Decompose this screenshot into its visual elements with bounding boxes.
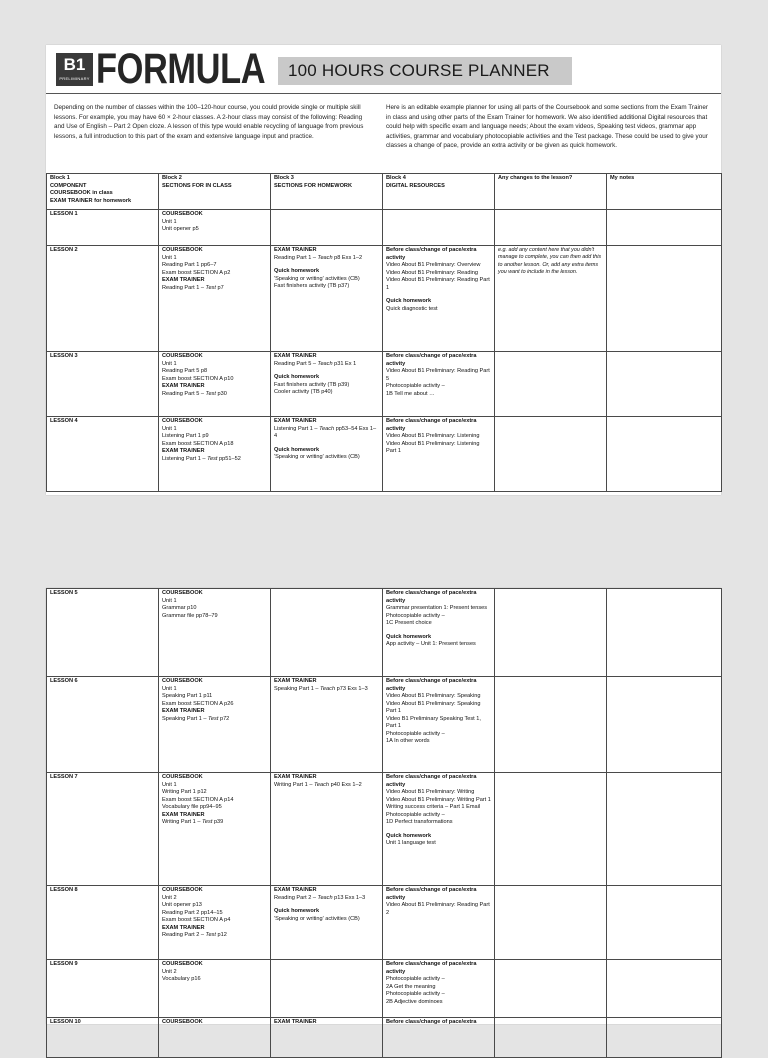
cell-line: COURSEBOOK [162,590,203,596]
cell-line: EXAM TRAINER [162,708,205,714]
line-part: Teach [320,685,336,692]
cell-homework [271,677,383,773]
cell-line: Reading Part 5 p8 [162,368,208,374]
cell-line: Vocabulary file pp94–95 [162,804,222,810]
line-part: p39 [212,819,224,825]
line-part: Test [208,715,219,722]
planner-page-1 [46,45,721,495]
cell-line: Fast finishers activity (TB p37) [274,283,350,289]
cell-line: Unit 1 [162,685,177,692]
cell-homework [271,886,383,960]
cell-notes[interactable] [607,960,722,1018]
cell-line: Quick homework [386,298,432,304]
cell-line: Video About B1 Preliminary: Reading Part 2 [386,902,490,916]
cell-notes[interactable] [607,210,722,246]
line-part: p8 Exs 1–2 [332,254,363,261]
intro-left-paragraph: Depending on the number of classes within the 100–120-hour course, you could provide single or multiple skill lessons. For example, you may have 60 × 2-hour classes. A 2-hour class may consist of the following: Reading and Use of English – Part 2 Open cloze. A lesson of this type would enable recycling of language from previous lessons, a full introduction to this part of the exam and extensive language input and practice. [54,104,364,140]
cell-line: Before class/change of pace/extra activity [386,887,477,901]
table-row [47,352,722,417]
line-part: Teach [317,894,333,901]
cell-line: 'Speaking or writing' activities (CB) [274,915,360,922]
cell-in-class [159,589,271,677]
line-part: Writing Part 1 – [274,781,315,788]
cell-line [274,361,379,369]
cell-in-class [159,960,271,1018]
cell-line: Before class/change of pace/extra activity [386,590,477,604]
cell-line: Exam boost SECTION A p10 [162,375,234,382]
cell-digital [383,677,495,773]
intro-right-paragraph: Here is an editable example planner for using all parts of the Coursebook and some sections from the Exam Trainer in class and using other parts of the Exam Trainer for homework. We also identified additional Digital resources that could help with specific exam and language needs; About the exam videos, Speaking test videos, grammar app activities, grammar and vocabulary photocopiable activities and the Test package. These could be used to give your classes a change of pace, provide an extra activity or be given as quick homework. [386,104,709,150]
cell-line: Unit opener p5 [162,226,199,232]
cell-in-class [159,352,271,417]
cell-digital [383,589,495,677]
line-part: Test [205,284,216,291]
line-part: Listening Part 1 – [162,455,208,462]
cell-line: Unit 2 [162,894,177,901]
header-text: COURSEBOOK in class [50,190,113,196]
header-text: SECTIONS FOR HOMEWORK [274,182,353,189]
cell-line: Quick diagnostic test [386,305,438,312]
table-row [47,589,722,677]
cell-line: Unit opener p13 [162,902,202,908]
cell-line: EXAM TRAINER [274,1019,317,1025]
cell-line: App activity – Unit 1: Present tenses [386,641,476,647]
cell-line: Video About B1 Preliminary: Writing Part 1 [386,796,491,803]
header-text: Block 3 [274,175,294,181]
cell-line: COURSEBOOK [162,678,203,684]
cell-line: Photocopiable activity – [386,730,445,737]
cell-notes[interactable] [607,886,722,960]
cell-line: Grammar presentation 1: Present tenses [386,605,488,611]
lesson-label: LESSON 5 [47,589,159,677]
cell-line: Video About B1 Preliminary: Overview [386,262,481,268]
line-part: Speaking Part 1 – [162,715,209,722]
cell-line: EXAM TRAINER [274,353,317,359]
cell-homework[interactable] [271,960,383,1018]
cell-line: COURSEBOOK [162,774,203,780]
cell-line: EXAM TRAINER [162,811,205,818]
cell-line: COURSEBOOK [162,1019,203,1025]
cell-line: 1D Perfect transformations [386,819,453,825]
cell-line: Exam boost SECTION A p26 [162,700,234,707]
cell-notes[interactable] [607,352,722,417]
cell-homework [271,773,383,886]
line-part: Test [207,455,218,462]
cell-line [162,285,267,293]
header-text: DIGITAL RESOURCES [386,182,445,189]
header-block-3 [271,174,383,210]
cell-homework[interactable] [271,589,383,677]
cell-line: Exam boost SECTION A p4 [162,917,231,923]
lesson-label: LESSON 7 [47,773,159,886]
cell-line [162,391,267,399]
table-header-row [47,174,722,210]
cell-line [162,932,267,940]
cell-line: Unit 1 [162,360,177,367]
lesson-label: LESSON 2 [47,246,159,352]
cell-in-class [159,246,271,352]
line-part: Test [205,390,216,397]
cell-line: Photocopiable activity – [386,976,445,982]
header-text: Block 4 [386,175,406,181]
cell-line: Unit 2 [162,968,177,975]
cell-in-class [159,773,271,886]
cell-line: COURSEBOOK [162,887,203,893]
line-part: pp53–54 Exs 1–4 [274,425,377,439]
cell-digital [383,352,495,417]
cell-notes[interactable] [607,246,722,352]
cell-digital [383,773,495,886]
cell-line: Unit 1 [162,254,177,261]
title-band [278,57,572,85]
cell-line: Reading Part 1 pp6–7 [162,262,217,268]
cell-changes[interactable] [495,773,607,886]
cell-line: Video About B1 Preliminary: Speaking [386,693,481,699]
lesson-label: LESSON 4 [47,417,159,492]
cell-changes[interactable] [495,210,607,246]
cell-line: COURSEBOOK [162,961,203,967]
cell-line: Video About B1 Preliminary: Reading Part 5 [386,368,490,382]
cell-line: Listening Part 1 p9 [162,433,209,439]
cell-line: Before class/change of pace/extra activity [386,961,477,975]
cell-line [274,255,379,263]
cell-line [162,716,267,724]
cell-line: Quick homework [386,832,432,839]
table-row [47,677,722,773]
line-part: Reading Part 5 – [162,390,206,397]
cell-digital [383,246,495,352]
line-part: Reading Part 5 – [274,360,318,367]
cell-line: 'Speaking or writing' activities (CB) [274,454,360,460]
planner-table-page-1 [46,173,722,492]
cell-line: Video About B1 Preliminary: Writing [386,789,475,795]
cell-line: Cooler activity (TB p40) [274,389,333,395]
cell-line: Video About B1 Preliminary: Listening [386,433,480,439]
line-part: p12 [215,932,227,938]
example-note: e.g. add any content here that you didn't manage to complete, you can then add this to another lesson. Or, add any extra items you want to include in the lesson. [498,247,602,276]
line-part: Reading Part 1 – [274,254,318,261]
line-part: Reading Part 1 – [162,284,206,291]
b1-logo [56,53,93,86]
cell-line [274,895,379,903]
line-part: Teach [317,254,333,261]
cell-line: 2A Get the meaning [386,983,436,990]
cell-changes[interactable] [495,589,607,677]
cell-line: Grammar file pp78–79 [162,612,218,619]
table-row [47,960,722,1018]
cell-line: Writing Part 1 p12 [162,789,207,795]
line-part: p72 [218,715,230,722]
cell-line: Exam boost SECTION A p14 [162,796,234,803]
cell-line: Video About B1 Preliminary: Reading [386,269,478,276]
line-part: p40 Exs 1–2 [329,781,362,788]
cell-line: Writing success criteria – Part 1 Email [386,804,481,810]
cell-line: Quick homework [274,374,320,380]
cell-line: 1B Tell me about … [386,390,435,397]
cell-line: Before class/change of pace/extra activity [386,353,477,367]
table-row [47,773,722,886]
cell-line [274,686,379,694]
planner-page-2 [46,588,721,1024]
cell-in-class [159,677,271,773]
cell-changes[interactable] [495,352,607,417]
cell-line: 'Speaking or writing' activities (CB) [274,275,360,282]
cell-line: Video B1 Preliminary Speaking Test 1, Part 1 [386,715,481,729]
table-row [47,417,722,492]
cell-homework[interactable] [271,210,383,246]
cell-line: COURSEBOOK [162,247,203,253]
line-part: p73 Exs 1–3 [335,685,368,692]
cell-notes[interactable] [607,417,722,492]
cell-line: Exam boost SECTION A p2 [162,269,231,276]
cell-line: Before class/change of pace/extra activity [386,774,477,788]
header-notes: My notes [607,174,722,210]
cell-line: 1C Present choice [386,620,432,626]
planner-header [46,45,721,93]
cell-line: Video About B1 Preliminary: Speaking Part 1 [386,700,481,714]
cell-changes[interactable] [495,246,607,352]
cell-homework [271,352,383,417]
cell-in-class [159,417,271,492]
header-text: SECTIONS FOR IN CLASS [162,182,232,189]
cell-line: Video About B1 Preliminary: Reading Part 1 [386,277,490,291]
cell-line [162,456,267,464]
cell-line: EXAM TRAINER [274,887,317,893]
cell-line: EXAM TRAINER [162,383,205,389]
header-block-1 [47,174,159,210]
header-text: Block 2 [162,175,182,181]
line-part: Test [205,932,216,938]
cell-homework [271,246,383,352]
cell-line: Quick homework [274,268,320,274]
page-title: 100 HOURS COURSE PLANNER [288,61,550,80]
header-text: EXAM TRAINER for homework [50,197,132,204]
cell-line: Before class/change of pace/extra activity [386,678,477,692]
cell-digital[interactable] [383,210,495,246]
cell-line: EXAM TRAINER [274,247,317,253]
table-row [47,246,722,352]
cell-line: EXAM TRAINER [274,418,317,424]
header-block-2 [159,174,271,210]
cell-line: EXAM TRAINER [274,774,317,780]
line-part: p30 [215,390,227,397]
formula-wordmark: FORMULA [96,45,266,93]
cell-line: EXAM TRAINER [162,277,205,283]
lesson-label: LESSON 6 [47,677,159,773]
cell-line: Unit 1 language test [386,840,436,846]
table-row [47,886,722,960]
cell-line: Reading Part 2 pp14–15 [162,909,223,916]
cell-notes[interactable] [607,677,722,773]
cell-line: 1A In other words [386,738,430,744]
cell-line: Vocabulary p16 [162,976,201,982]
cell-line: Quick homework [274,446,320,453]
line-part: Speaking Part 1 – [274,685,321,692]
lesson-label: LESSON 10 [47,1018,159,1058]
cell-changes[interactable] [495,960,607,1018]
cell-line: Quick homework [274,908,320,914]
cell-line: Grammar p10 [162,605,197,611]
line-part: p13 Exs 1–3 [332,894,366,901]
cell-line: EXAM TRAINER [162,924,205,931]
cell-notes[interactable] [607,773,722,886]
header-changes: Any changes to the lesson? [495,174,607,210]
cell-line: Fast finishers activity (TB p39) [274,381,350,388]
cell-line: COURSEBOOK [162,353,203,359]
logo-level: B1 [63,55,86,74]
cell-line: COURSEBOOK [162,211,203,217]
line-part: Reading Part 2 – [162,932,206,938]
cell-in-class [159,210,271,246]
cell-line: Speaking Part 1 p11 [162,693,213,699]
lesson-label: LESSON 9 [47,960,159,1018]
line-part: p31 Ex 1 [332,360,357,367]
cell-line: Unit 1 [162,597,177,604]
cell-line: Photocopiable activity – [386,991,445,997]
line-part: pp51–52 [217,455,241,462]
line-part: Listening Part 1 – [274,425,320,432]
cell-changes[interactable] [495,886,607,960]
cell-line: COURSEBOOK [162,418,203,424]
line-part: Teach [319,425,335,432]
cell-line: 2B Adjective dominoes [386,998,443,1005]
cell-line: Before class/change of pace/extra activity [386,247,477,261]
cell-line: Before class/change of pace/extra activity [386,418,477,432]
line-part: Test [202,819,213,825]
cell-line: EXAM TRAINER [274,678,317,684]
lesson-label: LESSON 8 [47,886,159,960]
header-divider [46,93,721,94]
cell-changes[interactable] [495,417,607,492]
cell-digital [383,417,495,492]
cell-line: Unit 1 [162,781,177,788]
cell-line: Photocopiable activity – [386,383,445,389]
cell-line: Video About B1 Preliminary: Listening Part 1 [386,440,480,454]
line-part: Writing Part 1 – [162,819,203,825]
cell-line: Photocopiable activity – [386,612,445,619]
cell-changes[interactable] [495,677,607,773]
lesson-label: LESSON 3 [47,352,159,417]
cell-line [274,782,379,790]
line-part: Teach [314,781,330,788]
cell-line: EXAM TRAINER [162,448,205,454]
cell-line: Quick homework [386,633,432,640]
cell-line [162,819,267,827]
cell-line: Before class/change of pace/extra [386,1019,477,1025]
table-row [47,210,722,246]
header-text: Block 1 [50,175,70,181]
cell-line: Unit 1 [162,218,177,225]
cell-line: Photocopiable activity – [386,811,445,818]
cell-line: Exam boost SECTION A p18 [162,440,234,447]
cell-line: Unit 1 [162,425,177,432]
cell-in-class [159,886,271,960]
cell-line [274,426,379,441]
cell-digital [383,886,495,960]
cell-digital [383,960,495,1018]
logo-sub: PRELIMINARY [59,76,90,81]
cell-homework [271,417,383,492]
header-block-4 [383,174,495,210]
line-part: Reading Part 2 – [274,894,318,901]
cell-notes[interactable] [607,589,722,677]
planner-table-page-2 [46,588,722,1058]
line-part: Teach [317,360,333,367]
line-part: p7 [215,284,224,291]
lesson-label: LESSON 1 [47,210,159,246]
header-text: COMPONENT [50,182,87,189]
